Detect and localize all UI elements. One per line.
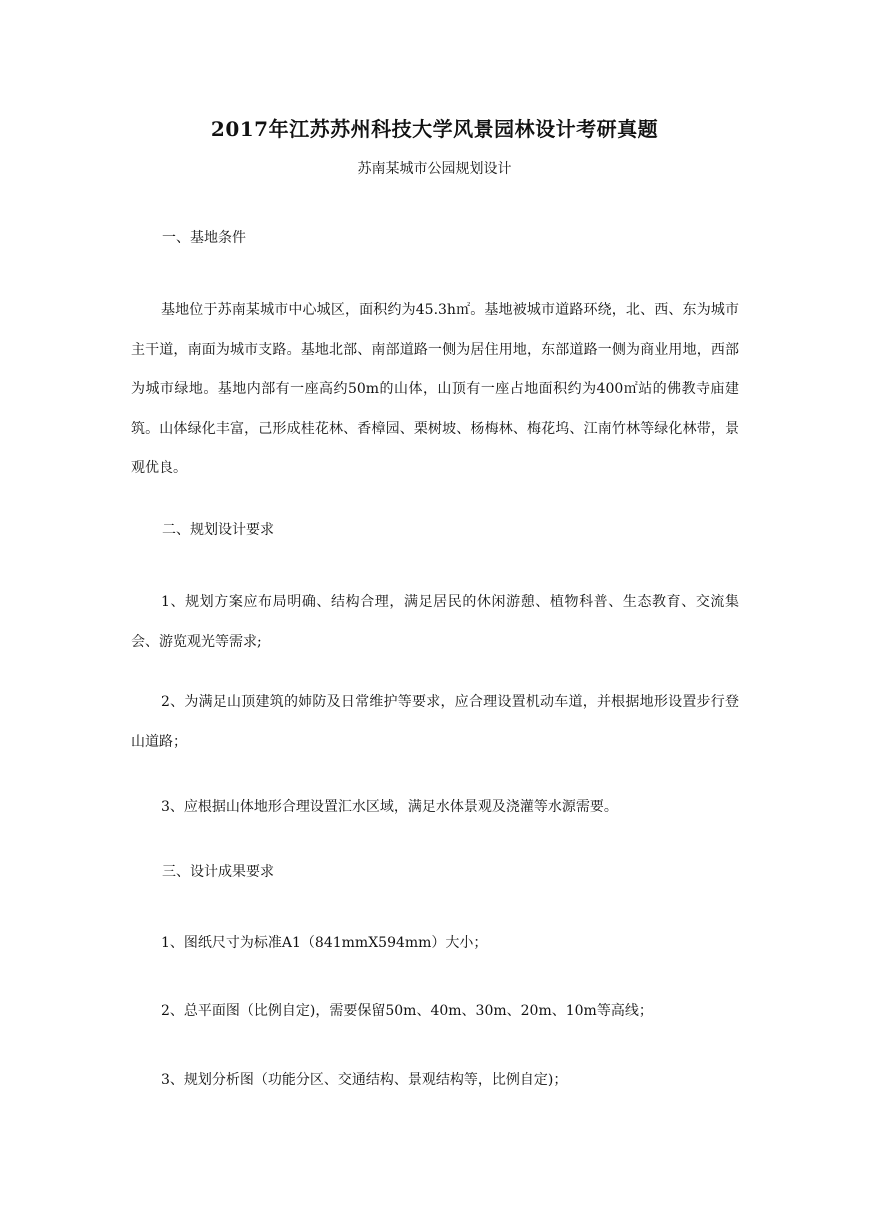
document-subtitle: 苏南某城市公园规划设计 <box>357 161 512 177</box>
site-description-paragraph: 基地位于苏南某城市中心城区，面积约为45.3h㎡。基地被城市道路环绕，北、西、东为城市主干道，南面为城市支路。基地北部、南部道路一侧为居住用地，东部道路一侧为商业用地，西部为城市绿地。基地内部有一座高约50m的山体，山顶有一座占地面积约为400㎡站的佛教寺庙建筑。山体绿化丰富，己形成桂花林、香樟园、栗树坡、杨梅林、梅花坞、江南竹林等绿化林带，景观优良。 <box>131 302 739 476</box>
document-title: 2017年江苏苏州科技大学风景园林设计考研真题 <box>210 117 659 141</box>
deliverable-item-2: 2、总平面图（比例自定)，需要保留50m、40m、30m、20m、10m等高线； <box>161 1003 653 1019</box>
section-heading-site-conditions: 一、基地条件 <box>162 230 246 246</box>
deliverable-item-1: 1、图纸尺寸为标准A1（841mmX594mm）大小； <box>161 935 488 951</box>
requirement-item-2: 2、为满足山顶建筑的姉防及日常维护等要求，应合理设置机动车道，并根据地形设置步行登山道路； <box>131 694 739 750</box>
requirement-item-1: 1、规划方案应布局明确、结构合理，满足居民的休闲游憩、植物科普、生态教育、交流集会、游览观光等需求; <box>131 594 739 650</box>
requirement-item-3: 3、应根据山体地形合理设置汇水区域，满足水体景观及浇灌等水源需要。 <box>161 799 618 815</box>
deliverable-item-3: 3、规划分析图（功能分区、交通结构、景观结构等，比例自定)； <box>161 1072 568 1088</box>
section-heading-deliverables: 三、设计成果要求 <box>162 864 274 880</box>
section-heading-design-requirements: 二、规划设计要求 <box>162 522 274 538</box>
